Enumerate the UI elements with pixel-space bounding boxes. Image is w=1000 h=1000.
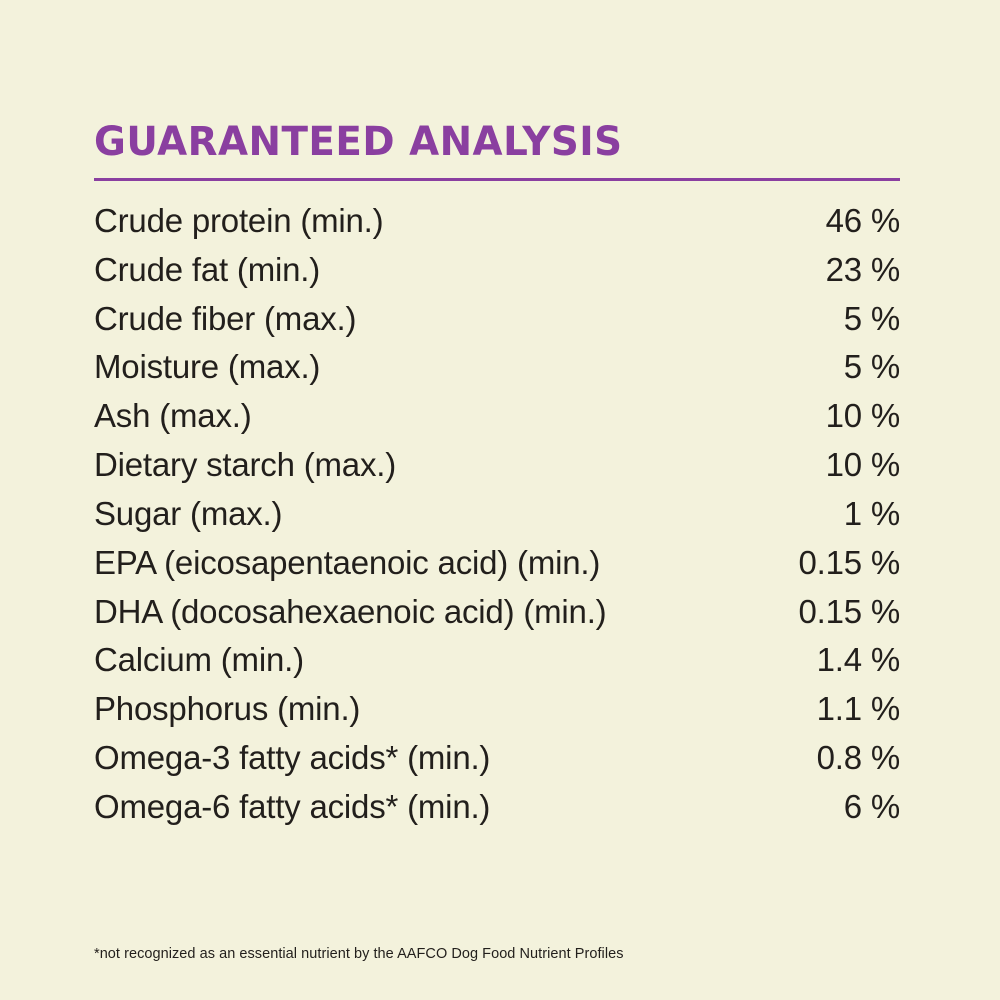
nutrient-label: Sugar (max.) xyxy=(94,494,283,532)
list-item xyxy=(94,588,900,637)
list-item xyxy=(94,734,900,783)
nutrient-label: Crude fiber (max.) xyxy=(94,299,357,337)
nutrient-label: Phosphorus (min.) xyxy=(94,690,361,728)
nutrient-label: Omega-3 fatty acids* (min.) xyxy=(94,739,491,777)
nutrient-value: 5 % xyxy=(843,299,900,337)
nutrient-label: Ash (max.) xyxy=(94,397,252,435)
nutrient-list xyxy=(94,197,900,832)
nutrient-value: 1.4 % xyxy=(816,641,900,679)
list-item xyxy=(94,490,900,539)
list-item xyxy=(94,392,900,441)
nutrient-value: 23 % xyxy=(825,250,900,288)
list-item xyxy=(94,197,900,246)
list-item xyxy=(94,246,900,295)
nutrient-label: DHA (docosahexaenoic acid) (min.) xyxy=(94,592,607,630)
nutrient-label: Moisture (max.) xyxy=(94,348,321,386)
nutrient-label: Calcium (min.) xyxy=(94,641,304,679)
nutrient-value: 0.15 % xyxy=(798,543,900,581)
title-divider xyxy=(94,178,900,181)
nutrient-value: 10 % xyxy=(825,397,900,435)
nutrient-value: 46 % xyxy=(825,202,900,239)
page-title: GUARANTEED ANALYSIS xyxy=(94,119,623,165)
nutrient-label: Crude protein (min.) xyxy=(94,202,384,239)
nutrient-value: 10 % xyxy=(825,446,900,484)
nutrient-label: EPA (eicosapentaenoic acid) (min.) xyxy=(94,543,601,581)
nutrient-value: 5 % xyxy=(843,348,900,386)
nutrient-label: Dietary starch (max.) xyxy=(94,446,397,484)
footnote: *not recognized as an essential nutrient by the AAFCO Dog Food Nutrient Profiles xyxy=(94,946,624,962)
list-item xyxy=(94,783,900,832)
list-item xyxy=(94,685,900,734)
list-item xyxy=(94,539,900,588)
nutrient-value: 6 % xyxy=(843,787,900,825)
analysis-content xyxy=(94,120,900,832)
nutrient-label: Crude fat (min.) xyxy=(94,250,321,288)
nutrient-label: Omega-6 fatty acids* (min.) xyxy=(94,787,491,825)
list-item xyxy=(94,343,900,392)
nutrient-value: 1.1 % xyxy=(816,690,900,728)
nutrient-value: 0.15 % xyxy=(798,592,900,630)
list-item xyxy=(94,441,900,490)
list-item xyxy=(94,636,900,685)
nutrient-value: 0.8 % xyxy=(816,739,900,777)
list-item xyxy=(94,295,900,344)
nutrient-value: 1 % xyxy=(843,494,900,532)
